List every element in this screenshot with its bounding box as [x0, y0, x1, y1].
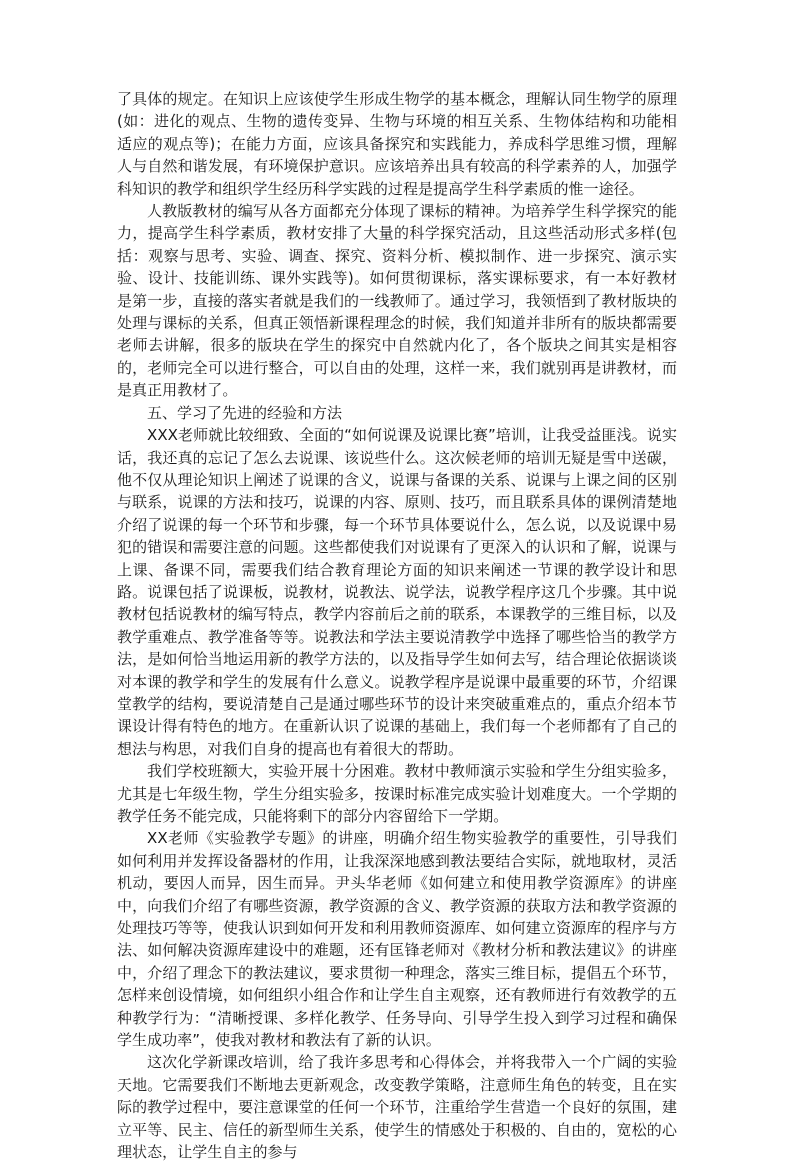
paragraph-lectures-and-resources: XX老师《实验教学专题》的讲座，明确介绍生物实验教学的重要性，引导我们如何利用并发挥设备器材的作用，让我深深地感到教法要结合实际，就地取材，灵活机动，要因人而异，因生而异。尹头华老师《如何建立和使用教学资源库》的讲座中，向我们介绍了有哪些资源，教学资源的含义、教学资源的获取方法和教学资源的处理技巧等等，使我认识到如何开发和利用教师资源库、如何建立资源库的程序与方法、如何解决资源库建设中的难题，还有匡锋老师对《教材分析和教法建议》的讲座中，介绍了理念下的教法建议，要求贯彻一种理念，落实三维目标，提倡五个环节，怎样来创设情境，如何组织小组合作和让学生自主观察，还有教师进行有效教学的五种教学行为：“清晰授课、多样化教学、任务导向、引导学生投入到学习过程和确保学生成功率”，使我对教材和教法有了新的认识。	[117, 829, 677, 1050]
document-page	[117, 88, 677, 1164]
paragraph-school-experiments: 我们学校班额大，实验开展十分困难。教材中教师演示实验和学生分组实验多，尤其是七年级生物，学生分组实验多，按课时标准完成实验计划难度大。一个学期的教学任务不能完成，只能将剩下的部分内容留给下一学期。	[117, 762, 677, 825]
paragraph-textbook-design: 人教版教材的编写从各方面都充分体现了课标的精神。为培养学生科学探究的能力，提高学生科学素质，教材安排了大量的科学探究活动，且这些活动形式多样(包括：观察与思考、实验、调查、探究、资料分析、模拟制作、进一步探究、演示实验、设计、技能训练、课外实践等)。如何贯彻课标，落实课标要求，有一本好教材是第一步，直接的落实者就是我们的一线教师了。通过学习，我领悟到了教材版块的处理与课标的关系，但真正领悟新课程理念的时候，我们知道并非所有的版块都需要老师去讲解，很多的版块在学生的探究中自然就内化了，各个版块之间其实是相容的，老师完全可以进行整合，可以自由的处理，这样一来，我们就别再是讲教材，而是真正用教材了。	[117, 202, 677, 400]
section-heading-advanced-methods: 五、学习了先进的经验和方法	[147, 403, 343, 422]
paragraph-objectives-continued: 了具体的规定。在知识上应该使学生形成生物学的基本概念，理解认同生物学的原理(如：进化的观点、生物的遗传变异、生物与环境的相互关系、生物体结构和功能相适应的观点等)；在能力方面，应该具备探究和实践能力，养成科学思维习惯，理解人与自然和谐发展，有环境保护意识。应该培养出具有较高的科学素养的人，加强学科知识的教学和组织学生经历科学实践的过程是提高学生科学素质的惟一途径。	[117, 90, 677, 198]
paragraph-training-reflection: 这次化学新课改培训，给了我许多思考和心得体会，并将我带入一个广阔的实验天地。它需要我们不断地去更新观念，改变教学策略，注意师生角色的转变，且在实际的教学过程中，要注意课堂的任何一个环节，注重给学生营造一个良好的氛围，建立平等、民主、信任的新型师生关系，使学生的情感处于积极的、自由的，宽松的心理状态，让学生自主的参与	[117, 1053, 677, 1162]
paragraph-lesson-presentation-training: XXX老师就比较细致、全面的“如何说课及说课比赛”培训，让我受益匪浅。说实话，我还真的忘记了怎么去说课、该说些什么。这次候老师的培训无疑是雪中送碳，他不仅从理论知识上阐述了说课的含义，说课与备课的关系、说课与上课之间的区别与联系，说课的方法和技巧，说课的内容、原则、技巧，而且联系具体的课例清楚地介绍了说课的每一个环节和步骤，每一个环节具体要说什么，怎么说，以及说课中易犯的错误和需要注意的问题。这些都使我们对说课有了更深入的认识和了解，说课与上课、备课不同，需要我们结合教育理论方面的知识来阐述一节课的教学设计和思路。说课包括了说课板，说教材，说教法、说学法，说教学程序这几个步骤。其中说教材包括说教材的编写特点，教学内容前后之前的联系，本课教学的三维目标，以及教学重难点、教学准备等等。说教法和学法主要说清教学中选择了哪些恰当的教学方法，是如何恰当地运用新的教学方法的，以及指导学生如何去写，结合理论依据谈谈对本课的教学和学生的发展有什么意义。说教学程序是说课中最重要的环节，介绍课堂教学的结构，要说清楚自己是通过哪些环节的设计来突破重难点的，重点介绍本节课设计得有特色的地方。在重新认识了说课的基础上，我们每一个老师都有了自己的想法与构思，对我们自身的提高也有着很大的帮助。	[117, 426, 677, 758]
